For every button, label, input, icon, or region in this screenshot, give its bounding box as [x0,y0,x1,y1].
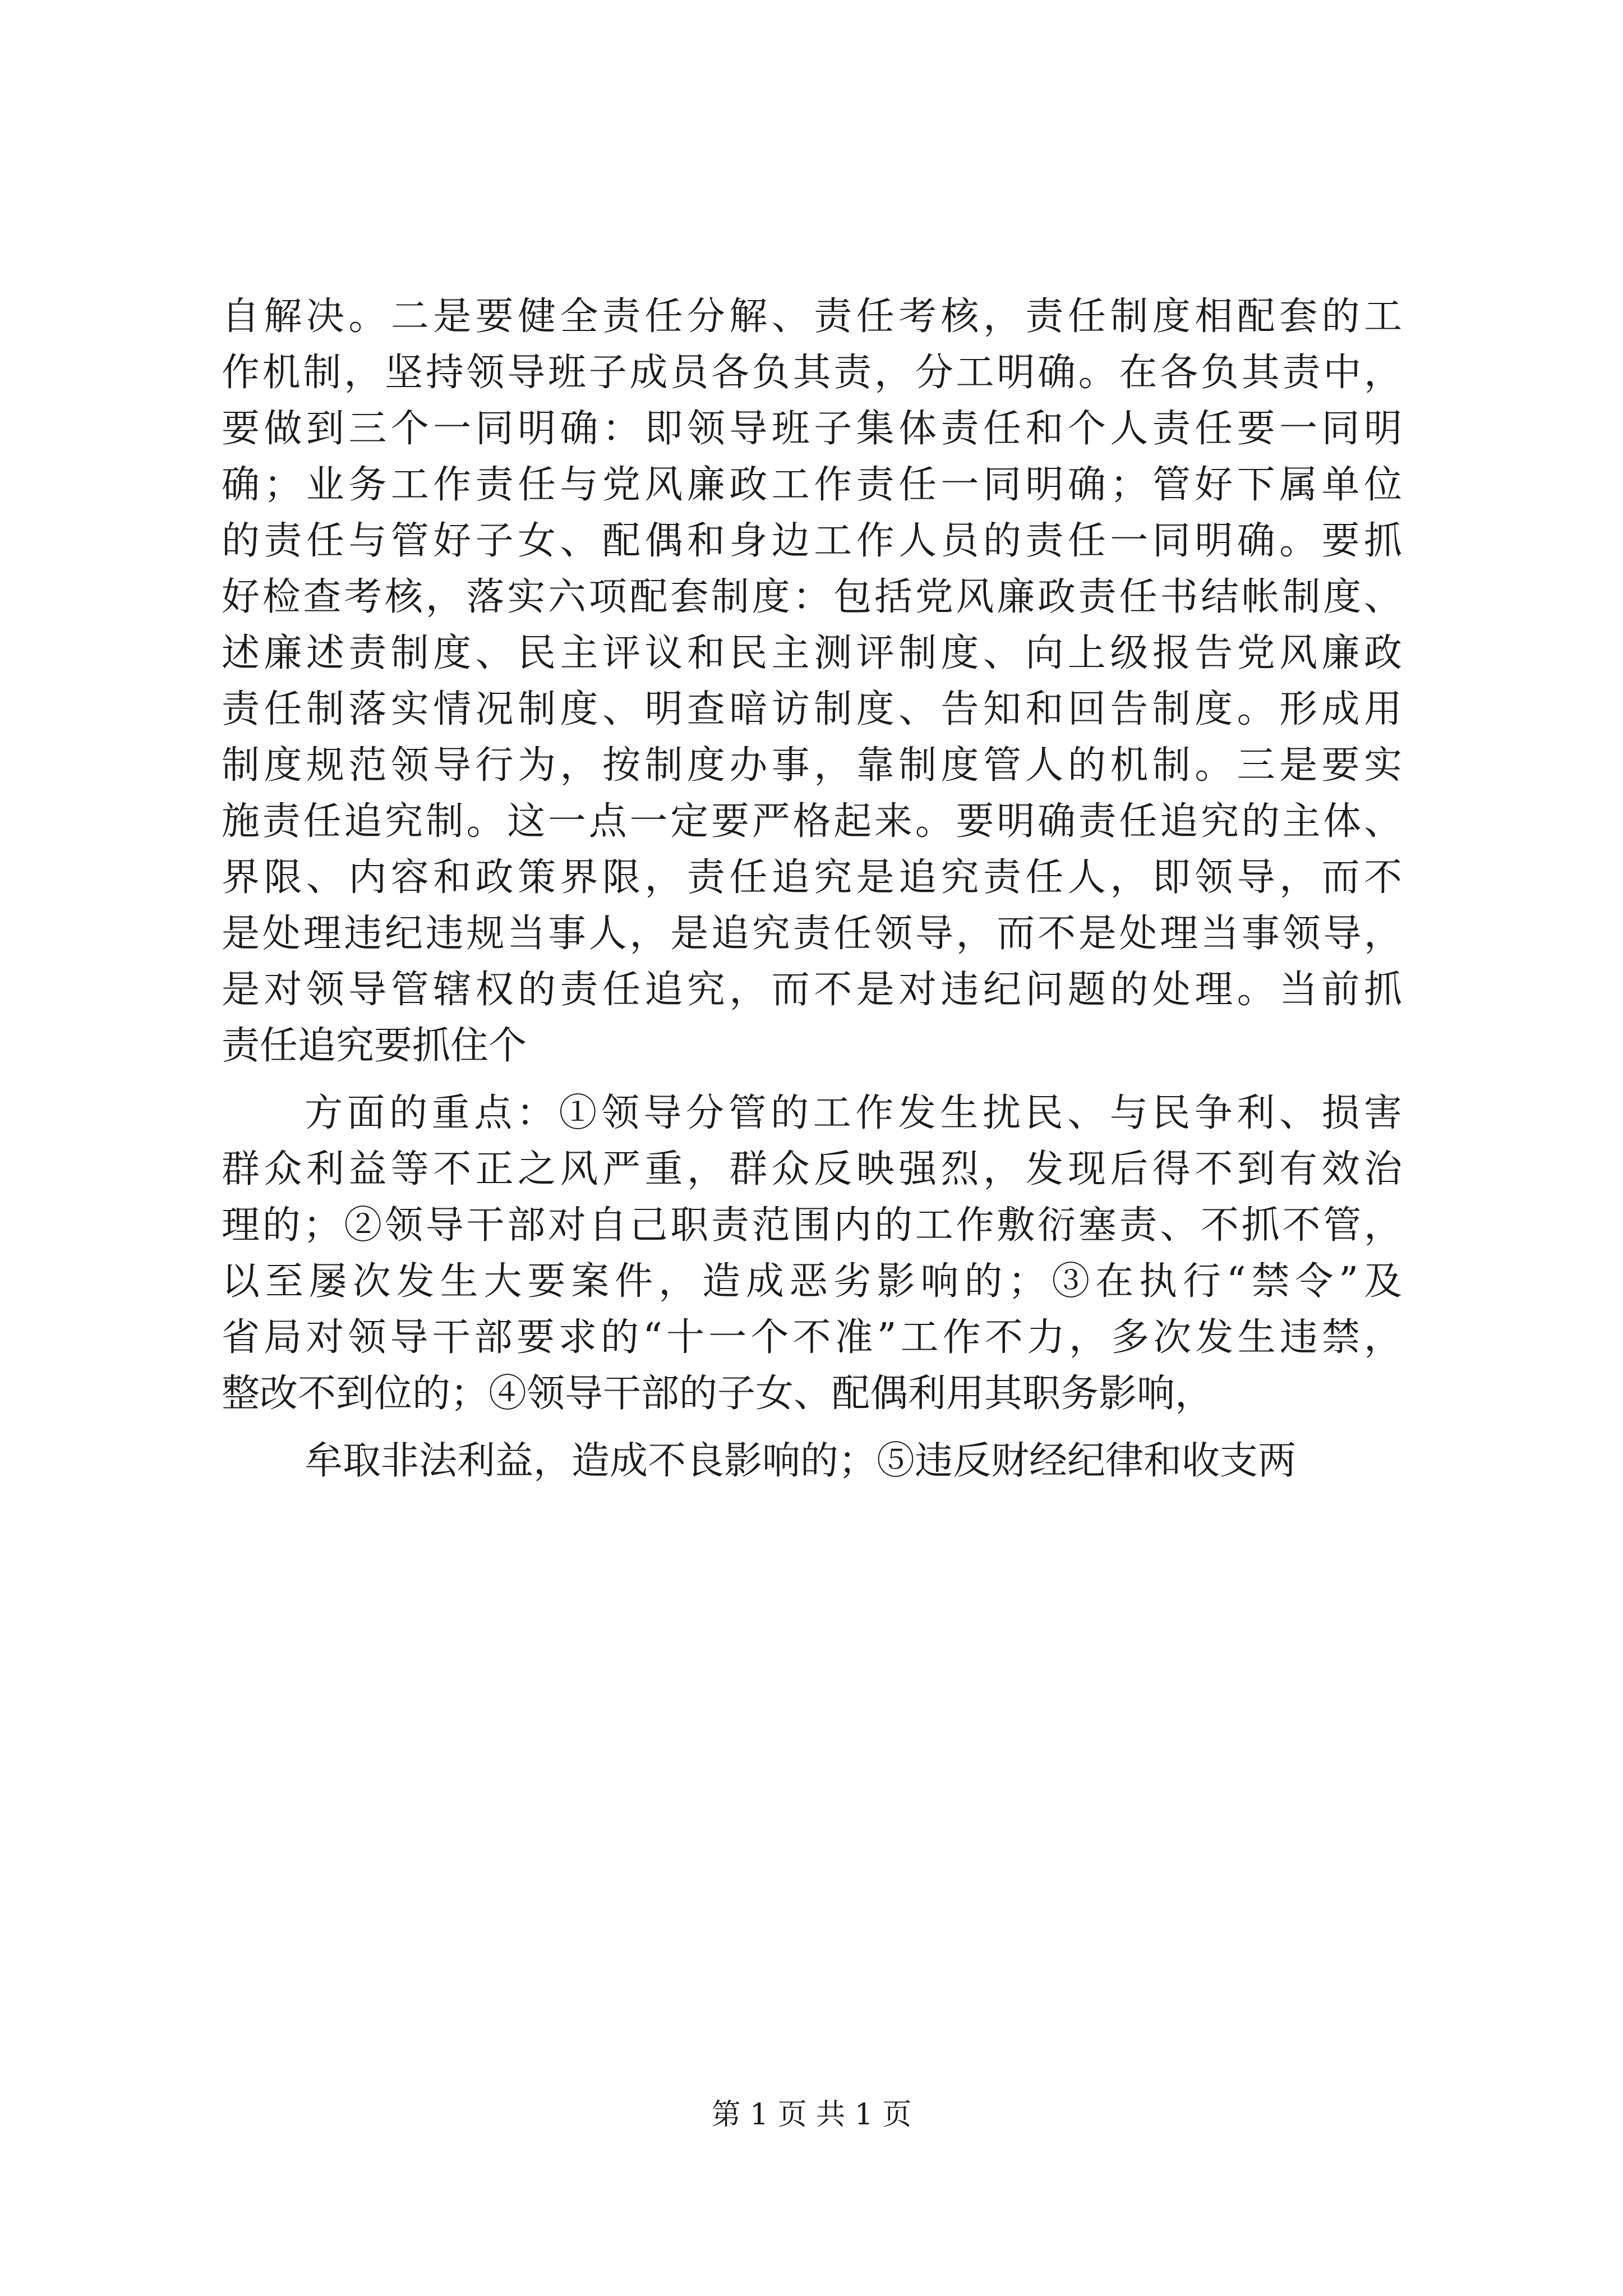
text-line: 以至屡次发生大要案件，造成恶劣影响的；③在执行“禁令”及 [222,1259,1402,1304]
page-number-footer: 第 1 页 共 1 页 [711,2098,912,2132]
text-line: 述廉述责制度、民主评议和民主测评制度、向上级报告党风廉政 [222,631,1402,675]
text-line: 是处理违纪违规当事人，是追究责任领导，而不是处理当事领导， [222,912,1402,956]
text-line: 省局对领导干部要求的“十一个不准”工作不力，多次发生违禁， [222,1315,1402,1360]
text-line: 责任追究要抓住个 [222,1024,527,1068]
text-line: 群众利益等不正之风严重，群众反映强烈，发现后得不到有效治 [222,1147,1402,1191]
text-line: 界限、内容和政策界限，责任追究是追究责任人，即领导，而不 [222,855,1402,900]
paragraph-2 [222,1085,1402,1422]
text-line: 方面的重点：①领导分管的工作发生扰民、与民争利、损害 [305,1091,1402,1135]
paragraph-3 [222,1433,1402,1489]
text-line: 好检查考核，落实六项配套制度：包括党风廉政责任书结帐制度、 [222,575,1402,619]
text-line: 确；业务工作责任与党风廉政工作责任一同明确；管好下属单位 [222,463,1402,507]
text-line: 作机制，坚持领导班子成员各负其责，分工明确。在各负其责中， [222,351,1402,395]
text-line: 理的；②领导干部对自己职责范围内的工作敷衍塞责、不抓不管， [222,1203,1402,1248]
text-line: 施责任追究制。这一点一定要严格起来。要明确责任追究的主体、 [222,799,1402,844]
paragraph-1 [222,289,1402,1074]
text-line: 要做到三个一同明确：即领导班子集体责任和个人责任要一同明 [222,407,1402,451]
text-line: 牟取非法利益，造成不良影响的；⑤违反财经纪律和收支两 [305,1439,1297,1483]
text-line: 的责任与管好子女、配偶和身边工作人员的责任一同明确。要抓 [222,519,1402,563]
text-line: 是对领导管辖权的责任追究，而不是对违纪问题的处理。当前抓 [222,968,1402,1012]
text-line: 制度规范领导行为，按制度办事，靠制度管人的机制。三是要实 [222,743,1402,788]
document-body [222,289,1402,1489]
text-line: 自解决。二是要健全责任分解、责任考核，责任制度相配套的工 [222,295,1402,339]
text-line: 责任制落实情况制度、明查暗访制度、告知和回告制度。形成用 [222,687,1402,731]
text-line: 整改不到位的；④领导干部的子女、配偶利用其职务影响， [222,1372,1214,1416]
